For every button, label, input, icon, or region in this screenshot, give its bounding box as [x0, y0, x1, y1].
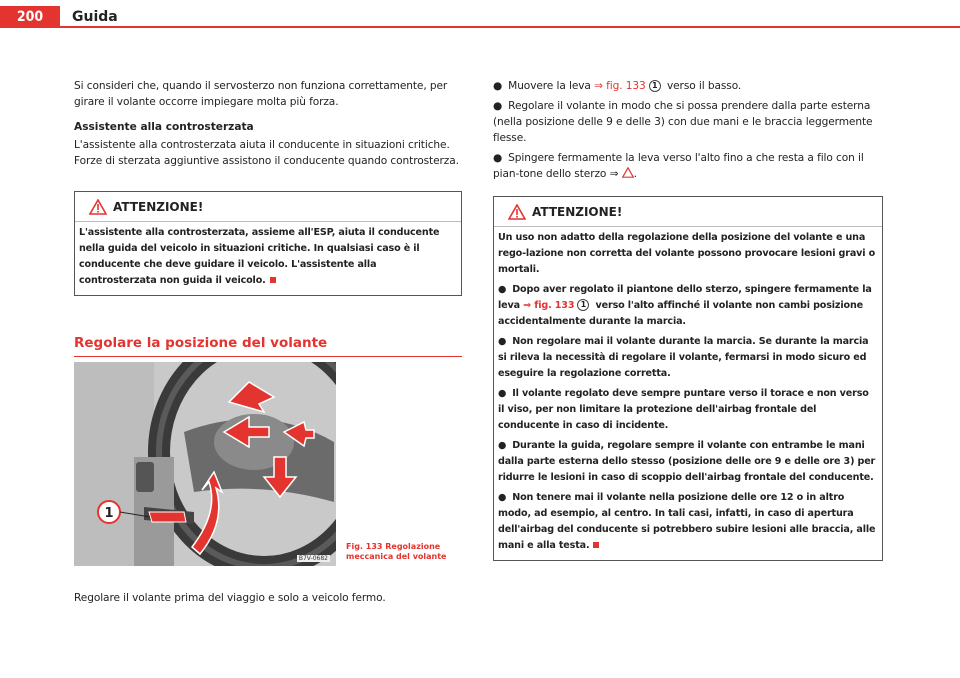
bottom-text: Regolare il volante prima del viaggio e solo a veicolo fermo.: [74, 592, 386, 604]
warning-triangle-icon: [508, 204, 526, 220]
callout-1-icon: 1: [577, 299, 589, 311]
bullet-icon: ●: [493, 152, 503, 164]
warning-item: ● Non tenere mai il volante nella posizione delle ore 12 o in altro modo, ad esempio, al centro. In tali casi, infatti, in caso di apertura dell'airbag del conducente si potrebbero subire lesioni alle braccia, alle mani e alla testa.: [498, 492, 876, 551]
figure-caption: Fig. 133 Regolazione meccanica del volante: [346, 542, 447, 561]
warning-header: [75, 192, 461, 222]
steering-wheel-figure: [74, 362, 336, 566]
end-mark-icon: [593, 542, 599, 548]
figure-callout-1: 1: [104, 506, 114, 521]
callout-1-icon: 1: [649, 80, 661, 92]
warning-body: [494, 227, 882, 560]
page-header: [0, 0, 960, 28]
warning-text: L'assistente alla controsterzata, assieme all'ESP, aiuta il conducente nella guida del veicolo in situazioni critiche. In qualsiasi caso è il conducente che deve guidare il veicolo. L'assistente alla controsterzata non guida il veicolo.: [79, 227, 440, 286]
warning-triangle-icon: [89, 199, 107, 215]
warning-item: ● Non regolare mai il volante durante la marcia. Se durante la marcia si rileva la necessità di regolare il volante, fermarsi in modo sicuro ed eseguire la regolazione corretta.: [498, 336, 869, 379]
subheading: Assistente alla controsterzata: [74, 121, 254, 133]
section-rule: [74, 356, 462, 357]
warning-item: ● Durante la guida, regolare sempre il volante con entrambe le mani dalla parte esterna dello stesso (posizione delle ore 9 e delle ore 3) per ridurre le lesioni in caso di scoppio dell'airbag frontale del conducente.: [498, 440, 876, 483]
warning-item: ● Dopo aver regolato il piantone dello sterzo, spingere fermamente la leva ⇒ fig. 133 1 verso l'alto affinché il volante non cambi posizione accidentalmente durante la marcia.: [498, 284, 872, 327]
step-2: ● Regolare il volante in modo che si possa prendere dalla parte esterna (nella posizione delle 9 e delle 3) con due mani e le braccia leggermente flesse.: [493, 100, 873, 144]
fig-link[interactable]: ⇒ fig. 133: [523, 300, 575, 311]
section-heading: [74, 334, 462, 357]
warning-item: ● Il volante regolato deve sempre puntare verso il torace e non verso il viso, per non limitare la protezione dell'airbag frontale del conducente in caso di incidente.: [498, 388, 869, 431]
section-title: Regolare la posizione del volante: [74, 335, 328, 351]
right-column: [493, 78, 883, 561]
steering-wheel-illustration: [74, 362, 336, 566]
header-rule: [60, 26, 960, 28]
page-number: 200: [0, 6, 60, 28]
bullet-icon: ●: [493, 80, 503, 92]
end-mark-icon: [270, 277, 276, 283]
warning-body: [75, 222, 461, 295]
bottom-paragraph: [74, 590, 462, 606]
warning-title: ATTENZIONE!: [113, 200, 204, 214]
warning-title: ATTENZIONE!: [532, 205, 623, 219]
warning-box-right: [493, 196, 883, 561]
warning-header: [494, 197, 882, 227]
bullet-icon: ●: [498, 492, 507, 503]
countersteer-paragraph: L'assistente alla controsterzata aiuta il conducente in situazioni critiche. Forze di sterzata aggiuntive assistono il conducente quando controsterza.: [74, 139, 459, 167]
warning-intro: Un uso non adatto della regolazione della posizione del volante e una rego-lazione non corretta del volante possono provocare lesioni gravi o mortali.: [498, 232, 876, 275]
warning-box-left: [74, 191, 462, 296]
step-1: ● Muovere la leva ⇒ fig. 133 1 verso il basso.: [493, 80, 742, 92]
left-column: [74, 78, 462, 357]
warning-link-icon[interactable]: [622, 167, 634, 178]
fig-link[interactable]: ⇒ fig. 133: [594, 80, 646, 92]
bullet-icon: ●: [498, 388, 507, 399]
bullet-icon: ●: [498, 440, 507, 451]
step-3: ● Spingere fermamente la leva verso l'alto fino a che resta a filo con il pian-tone dello sterzo ⇒ .: [493, 152, 864, 180]
figure-code: B7V-0682: [298, 555, 328, 562]
bullet-icon: ●: [493, 100, 503, 112]
page-title: Guida: [72, 9, 118, 25]
intro-paragraph: Si consideri che, quando il servosterzo non funziona correttamente, per girare il volante occorre impiegare molta più forza.: [74, 80, 448, 108]
bullet-icon: ●: [498, 336, 507, 347]
bullet-icon: ●: [498, 284, 507, 295]
